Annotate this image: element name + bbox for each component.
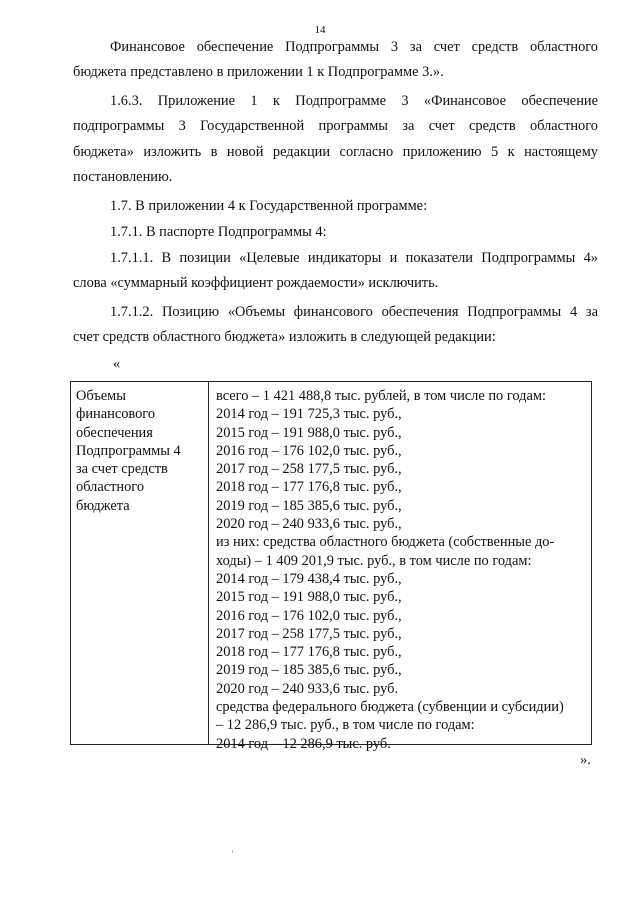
value-line: – 12 286,9 тыс. руб., в том числе по годам: <box>216 717 475 734</box>
paragraph-line: 1.7.1.1. В позиции «Целевые индикаторы и показатели Подпрограммы 4» <box>110 250 598 266</box>
paragraph-1-6-3 <box>73 89 598 190</box>
value-line: ходы) – 1 409 201,9 тыс. руб., в том числе по годам: <box>216 552 532 569</box>
paragraph-line: 1.7. В приложении 4 к Государственной программе: <box>110 198 428 214</box>
paragraph-line: Финансовое обеспечение Подпрограммы 3 за счет средств областного <box>110 39 598 55</box>
paragraph-line: постановлению. <box>73 168 173 185</box>
value-line: 2014 год – 12 286,9 тыс. руб. <box>216 735 391 752</box>
scan-speck <box>232 850 233 853</box>
paragraph-1-7-1 <box>73 220 598 245</box>
page-number: 14 <box>314 24 326 36</box>
value-line: 2017 год – 258 177,5 тыс. руб., <box>216 625 402 642</box>
paragraph-line: подпрограммы 3 Государственной программы за счет средств областного <box>73 118 598 135</box>
label-line: обеспечения <box>76 424 153 441</box>
value-line: 2019 год – 185 385,6 тыс. руб., <box>216 662 402 679</box>
label-line: Подпрограммы 4 <box>76 442 181 459</box>
label-line: областного <box>76 479 145 496</box>
paragraph-line: 1.7.1. В паспорте Подпрограммы 4: <box>110 224 327 240</box>
value-line: 2016 год – 176 102,0 тыс. руб., <box>216 607 402 624</box>
value-line: 2020 год – 240 933,6 тыс. руб. <box>216 680 399 697</box>
label-line: Объемы <box>76 388 126 404</box>
closing-quote: ». <box>580 752 591 768</box>
value-line: 2014 год – 179 438,4 тыс. руб., <box>216 570 402 587</box>
paragraph-line: 1.6.3. Приложение 1 к Подпрограмме 3 «Финансовое обеспечение <box>110 93 598 109</box>
label-line: за счет средств <box>76 461 168 478</box>
paragraph-1-7 <box>73 194 598 219</box>
paragraph-line: слова «суммарный коэффициент рождаемости» исключить. <box>73 275 439 292</box>
paragraph-line: счет средств областного бюджета» изложить в следующей редакции: <box>73 329 496 346</box>
value-line: 2018 год – 177 176,8 тыс. руб., <box>216 479 402 496</box>
value-line: из них: средства областного бюджета (собственные до- <box>216 534 555 551</box>
table-label-cell <box>76 387 206 515</box>
value-line: всего – 1 421 488,8 тыс. рублей, в том числе по годам: <box>216 388 546 404</box>
paragraph-1-7-1-1 <box>73 246 598 297</box>
label-line: бюджета <box>76 497 130 514</box>
value-line: средства федерального бюджета (субвенции и субсидии) <box>216 699 564 716</box>
paragraph-line: бюджета представлено в приложении 1 к Подпрограмме 3.». <box>73 64 444 81</box>
value-line: 2020 год – 240 933,6 тыс. руб., <box>216 516 402 533</box>
value-line: 2015 год – 191 988,0 тыс. руб., <box>216 589 402 606</box>
funding-table <box>70 381 592 752</box>
value-line: 2016 год – 176 102,0 тыс. руб., <box>216 442 402 459</box>
opening-quote: « <box>113 356 121 372</box>
value-line: 2018 год – 177 176,8 тыс. руб., <box>216 644 402 661</box>
paragraph-line: 1.7.1.2. Позицию «Объемы финансового обеспечения Подпрограммы 4 за <box>110 304 598 320</box>
value-line: 2014 год – 191 725,3 тыс. руб., <box>216 406 402 423</box>
table-value-cell <box>216 387 588 753</box>
paragraph-line: бюджета» изложить в новой редакции согласно приложению 5 к настоящему <box>73 143 598 160</box>
value-line: 2015 год – 191 988,0 тыс. руб., <box>216 424 402 441</box>
value-line: 2017 год – 258 177,5 тыс. руб., <box>216 461 402 478</box>
label-line: финансового <box>76 406 156 423</box>
paragraph-1-7-1-2 <box>73 300 598 351</box>
value-line: 2019 год – 185 385,6 тыс. руб., <box>216 497 402 514</box>
paragraph-financing-sub3 <box>73 35 598 86</box>
table-column-divider <box>208 382 209 744</box>
